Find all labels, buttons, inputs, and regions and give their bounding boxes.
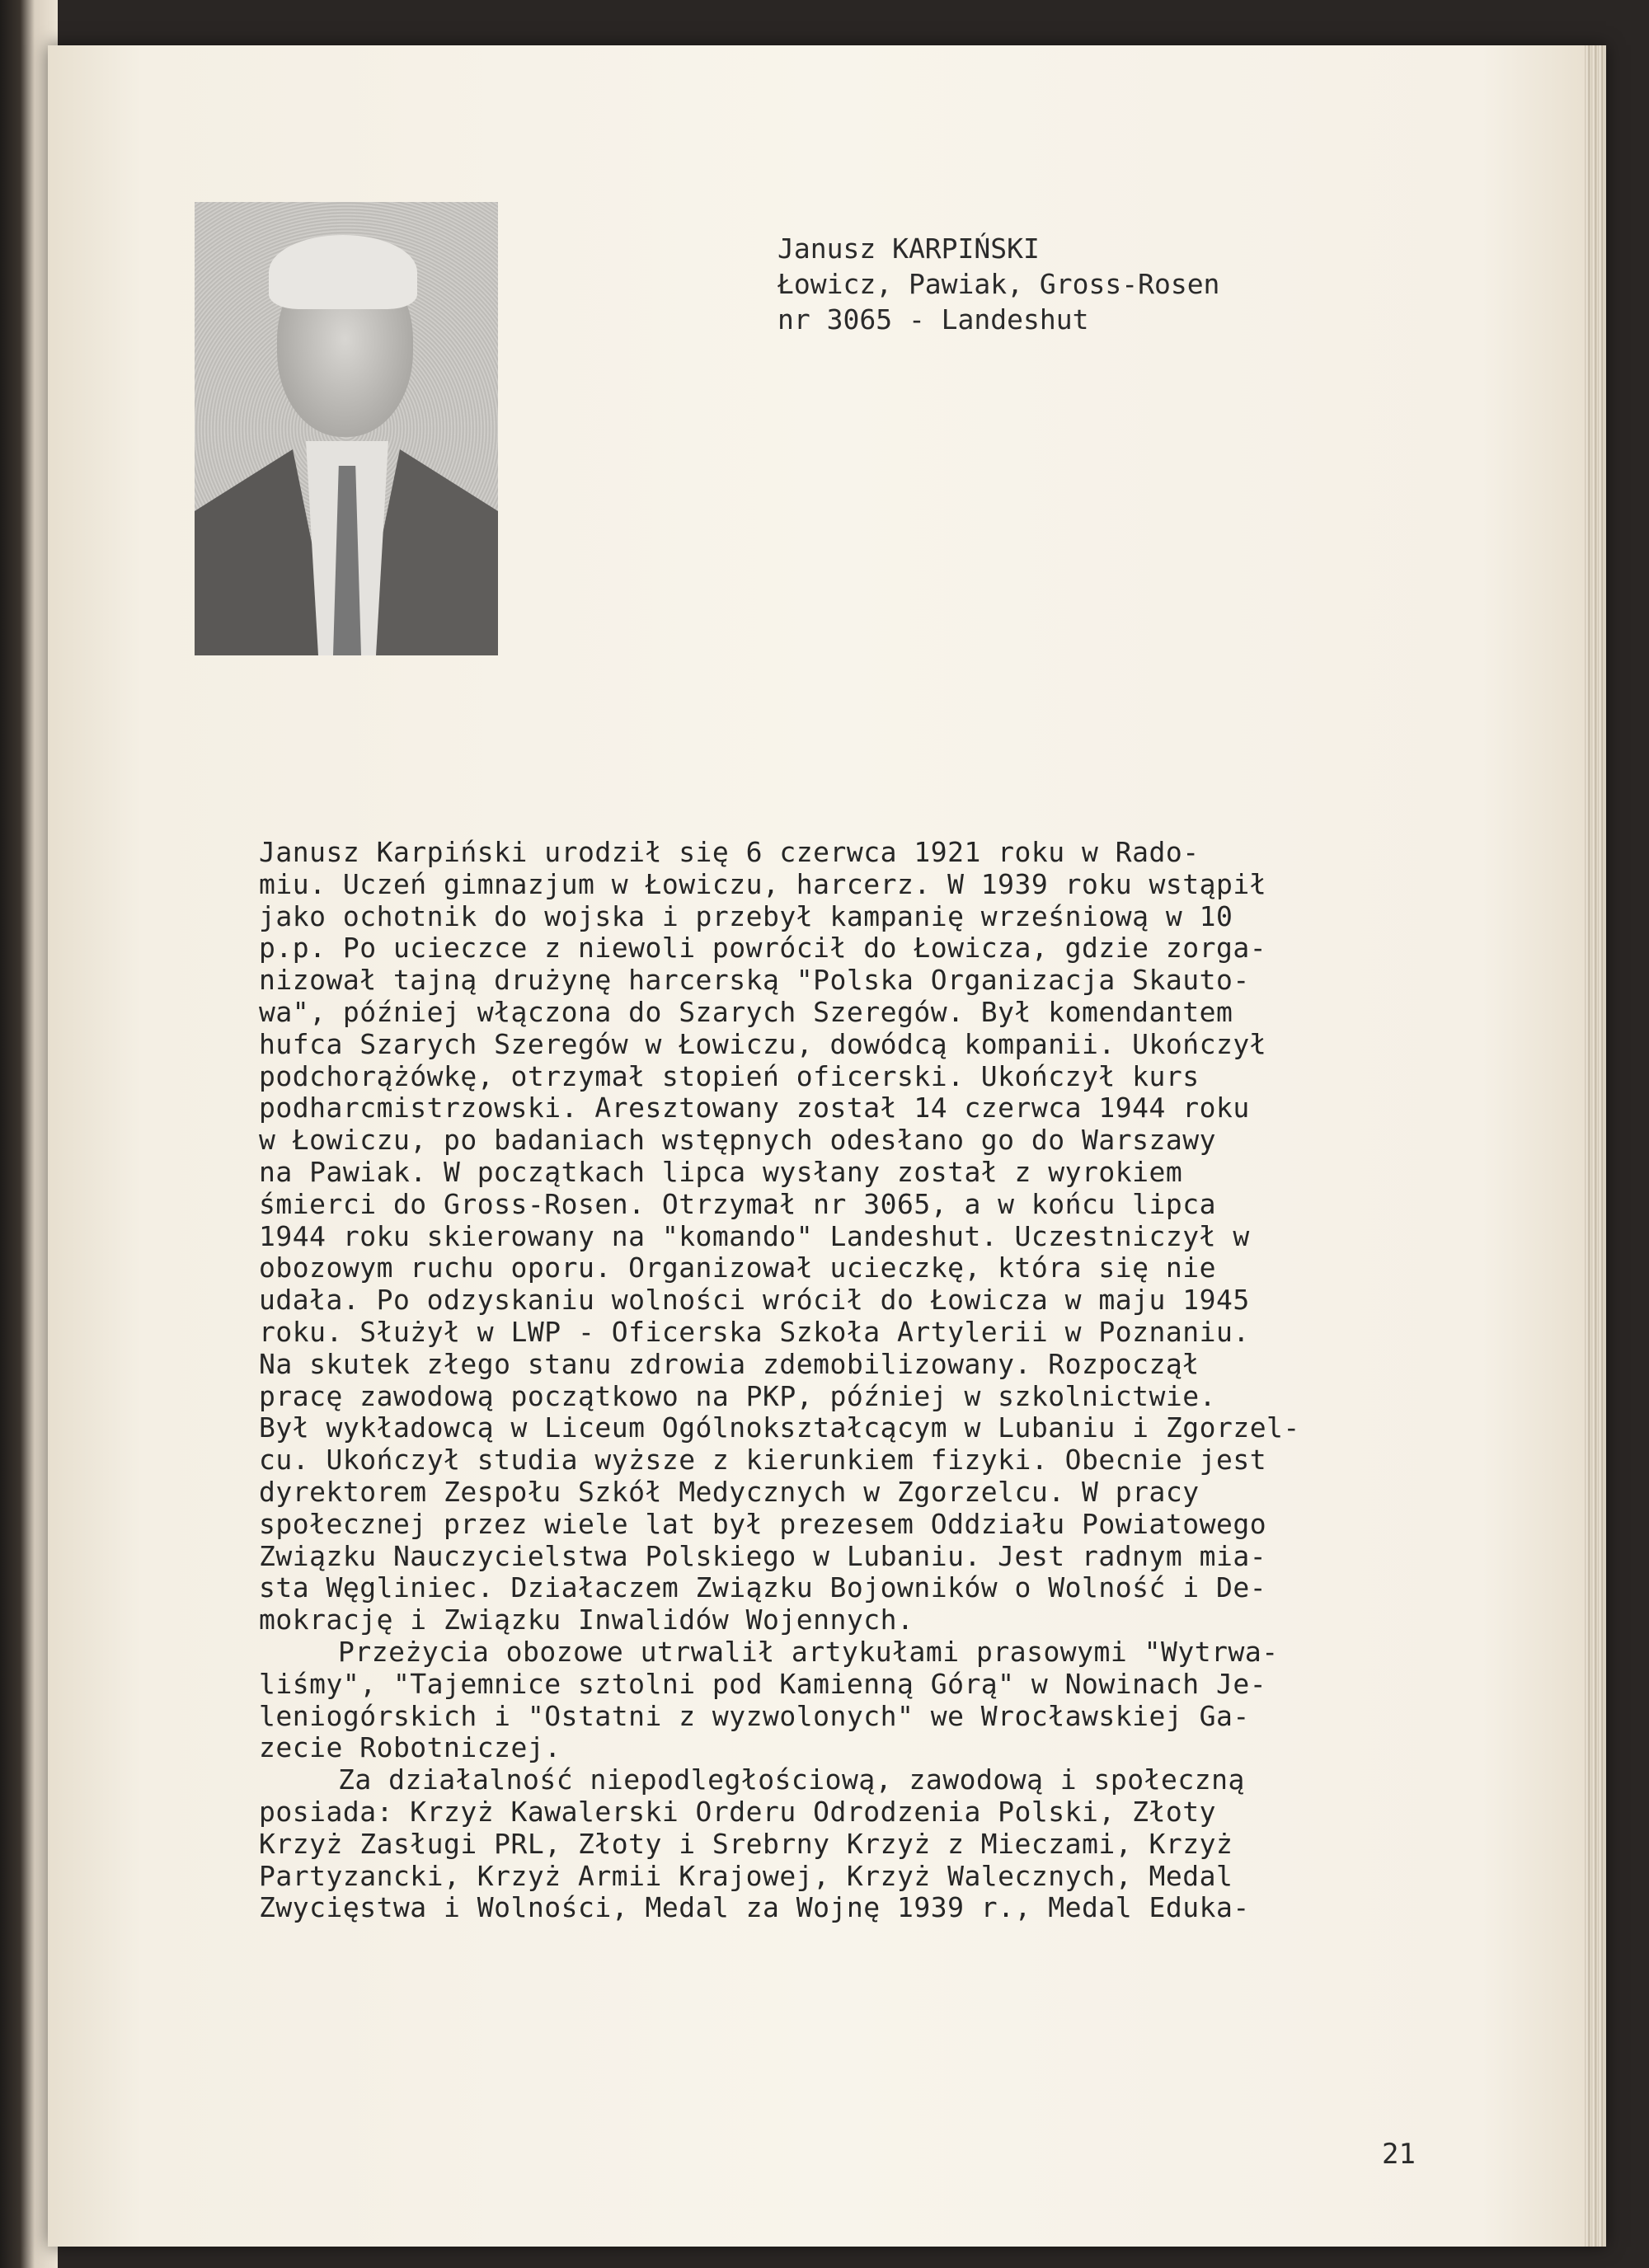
book-page [48, 45, 1606, 2247]
page-number: 21 [1382, 2138, 1416, 2171]
entry-header [778, 231, 1355, 337]
entry-name: Janusz KARPIŃSKI [778, 232, 1040, 265]
biography-text [259, 837, 1459, 1924]
entry-places: Łowicz, Pawiak, Gross-Rosen [778, 268, 1220, 300]
bio-paragraph-3: Za działalność niepodległościową, zawodową i społeczną posiada: Krzyż Kawalerski Orderu Odrodzenia Polski, Złoty Krzyż Zasługi PRL, Złoty i Srebrny Krzyż z Mieczami, Krzyż Partyzancki, Krzyż Armii Krajowej, Krzyż Walecznych, Medal Zwycięstwa i Wolności, Medal za Wojnę 1939 r., Medal Eduka- [259, 1763, 1250, 1924]
entry-number: nr 3065 - Landeshut [778, 303, 1089, 336]
bio-paragraph-1: Janusz Karpiński urodził się 6 czerwca 1921 roku w Rado- miu. Uczeń gimnazjum w Łowiczu, harcerz. W 1939 roku wstąpił jako ochotnik do wojska i przebył kampanię wrześniową w 10 p.p. Po ucieczce z niewoli powrócił do Łowicza, gdzie zorga- nizował tajną drużynę harcerską "Polska Organizacja Skauto- wa", później włączona do Szarych Szeregów. Był komendantem hufca Szarych Szeregów w Łowiczu, dowódcą kompanii. Ukończył podchorążówkę, otrzymał stopień oficerski. Ukończył kurs podharcmistrzowski. Aresztowany został 14 czerwca 1944 roku w Łowiczu, po badaniach wstępnych odesłano go do Warszawy na Pawiak. W początkach lipca wysłany został z wyrokiem śmierci do Gross-Rosen. Otrzymał nr 3065, a w końcu lipca 1944 roku skierowany na "komando" Landeshut. Uczestniczył w obozowym ruchu oporu. Organizował ucieczkę, która się nie udała. Po odzyskaniu wolności wrócił do Łowicza w maju 1945 roku. Służył w LWP - Oficerska Szkoła Artylerii w Poznaniu. Na skutek złego stanu zdrowia zdemobilizowany. Rozpoczął pracę zawodową początkowo na PKP, później w szkolnictwie. Był wykładowcą w Liceum Ogólnokształcącym w Lubaniu i Zgorzel- cu. Ukończył studia wyższe z kierunkiem fizyki. Obecnie jest dyrektorem Zespołu Szkół Medycznych w Zgorzelcu. W pracy społecznej przez wiele lat był prezesem Oddziału Powiatowego Związku Nauczycielstwa Polskiego w Lubaniu. Jest radnym mia- sta Węgliniec. Działaczem Związku Bojowników o Wolność i De- mokrację i Związku Inwalidów Wojennych. [259, 836, 1300, 1636]
portrait-photo [195, 202, 498, 655]
photo-hair [269, 235, 417, 309]
page-edge [1585, 45, 1606, 2247]
bio-paragraph-2: Przeżycia obozowe utrwalił artykułami prasowymi "Wytrwa- liśmy", "Tajemnice sztolni pod Kamienną Górą" w Nowinach Je- leniogórskich i "Ostatni z wyzwolonych" we Wrocławskiej Ga- zecie Robotniczej. [259, 1635, 1279, 1764]
